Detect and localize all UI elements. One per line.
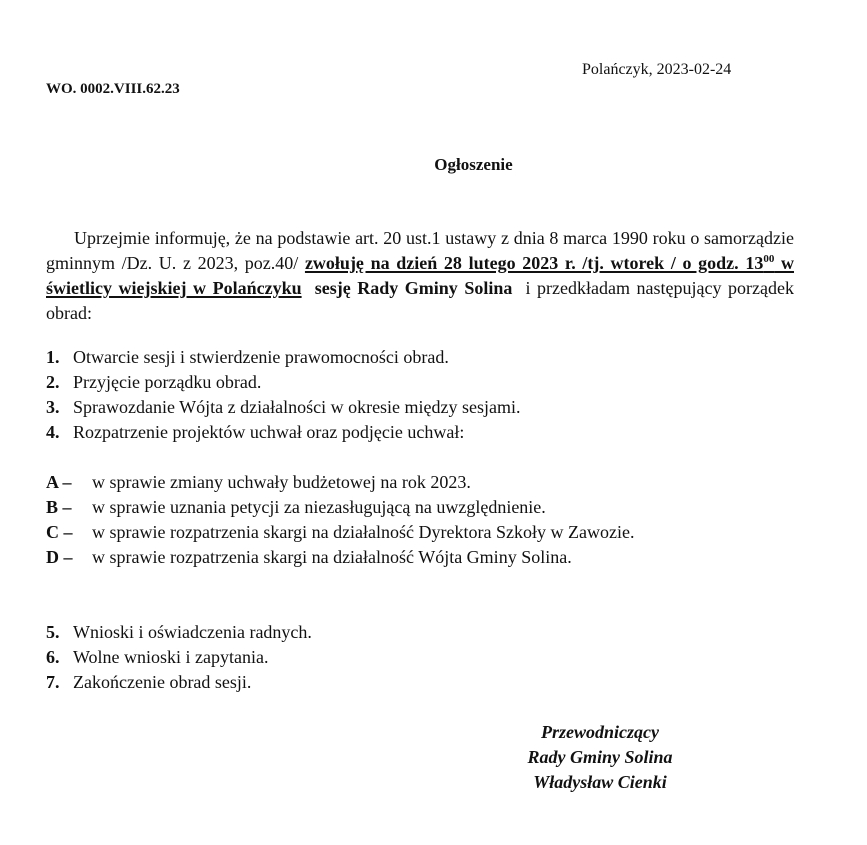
convocation-place: w świetlicy wiejskiej w Polańczyku (46, 253, 794, 298)
agenda-list-rest (46, 620, 312, 695)
agenda-item (46, 345, 521, 370)
agenda-subitem-text: w sprawie rozpatrzenia skargi na działalność Wójta Gminy Solina. (92, 547, 572, 567)
agenda-subitem (46, 545, 634, 570)
intro-paragraph (46, 226, 799, 326)
agenda-item-text: Wnioski i oświadczenia radnych. (73, 622, 312, 642)
agenda-subitem-letter: D – (46, 547, 73, 567)
agenda-item-number: 4. (46, 422, 60, 442)
agenda-item-number: 2. (46, 372, 60, 392)
agenda-item-text: Wolne wnioski i zapytania. (73, 647, 269, 667)
document-title: Ogłoszenie (434, 155, 513, 174)
place-date: Polańczyk, 2023-02-24 (582, 61, 732, 78)
agenda-subitem-letter: B – (46, 497, 72, 517)
session-name: sesję Rady Gminy Solina (301, 278, 513, 298)
agenda-item-number: 5. (46, 622, 60, 642)
agenda-item-text: Rozpatrzenie projektów uchwał oraz podjęcie uchwał: (73, 422, 465, 442)
signature-body: Rady Gminy Solina (527, 747, 673, 767)
agenda-subitem-text: w sprawie uznania petycji za niezasługującą na uwzględnienie. (92, 497, 546, 517)
agenda-item (46, 620, 312, 645)
agenda-sublist (46, 470, 634, 570)
agenda-subitem-text: w sprawie rozpatrzenia skargi na działalność Dyrektora Szkoły w Zawozie. (92, 522, 635, 542)
agenda-item-text: Otwarcie sesji i stwierdzenie prawomocności obrad. (73, 347, 449, 367)
agenda-subitem-letter: A – (46, 472, 72, 492)
time-minutes: 00 (763, 253, 775, 265)
agenda-item-number: 6. (46, 647, 60, 667)
agenda-item-number: 1. (46, 347, 60, 367)
signature-block (490, 720, 710, 795)
agenda-item (46, 670, 312, 695)
agenda-subitem (46, 470, 634, 495)
agenda-item (46, 420, 521, 445)
agenda-item-text: Przyjęcie porządku obrad. (73, 372, 262, 392)
signature-name: Władysław Cienki (533, 772, 667, 792)
agenda-subitem (46, 495, 634, 520)
agenda-item-number: 7. (46, 672, 60, 692)
convocation-date-text: zwołuję na dzień 28 lutego 2023 r. /tj. wtorek / o godz. 13 (304, 253, 764, 273)
agenda-item-text: Sprawozdanie Wójta z działalności w okresie między sesjami. (73, 397, 521, 417)
agenda-subitem (46, 520, 634, 545)
agenda-item-number: 3. (46, 397, 60, 417)
reference-number: WO. 0002.VIII.62.23 (46, 81, 180, 97)
agenda-item (46, 395, 521, 420)
intro-text-1: Uprzejmie informuję, że na podstawie art. 20 ust.1 ustawy z dnia 8 marca 1990 roku o samorządzie gminnym /Dz. U. z 2023, poz.40/ (46, 228, 794, 273)
agenda-list-main (46, 345, 521, 445)
agenda-item-text: Zakończenie obrad sesji. (73, 672, 252, 692)
signature-role: Przewodniczący (541, 722, 659, 742)
agenda-subitem-letter: C – (46, 522, 73, 542)
agenda-item (46, 370, 521, 395)
agenda-item (46, 645, 312, 670)
intro-text-2: i przedkładam następujący porządek obrad: (46, 278, 799, 323)
agenda-subitem-text: w sprawie zmiany uchwały budżetowej na rok 2023. (92, 472, 471, 492)
